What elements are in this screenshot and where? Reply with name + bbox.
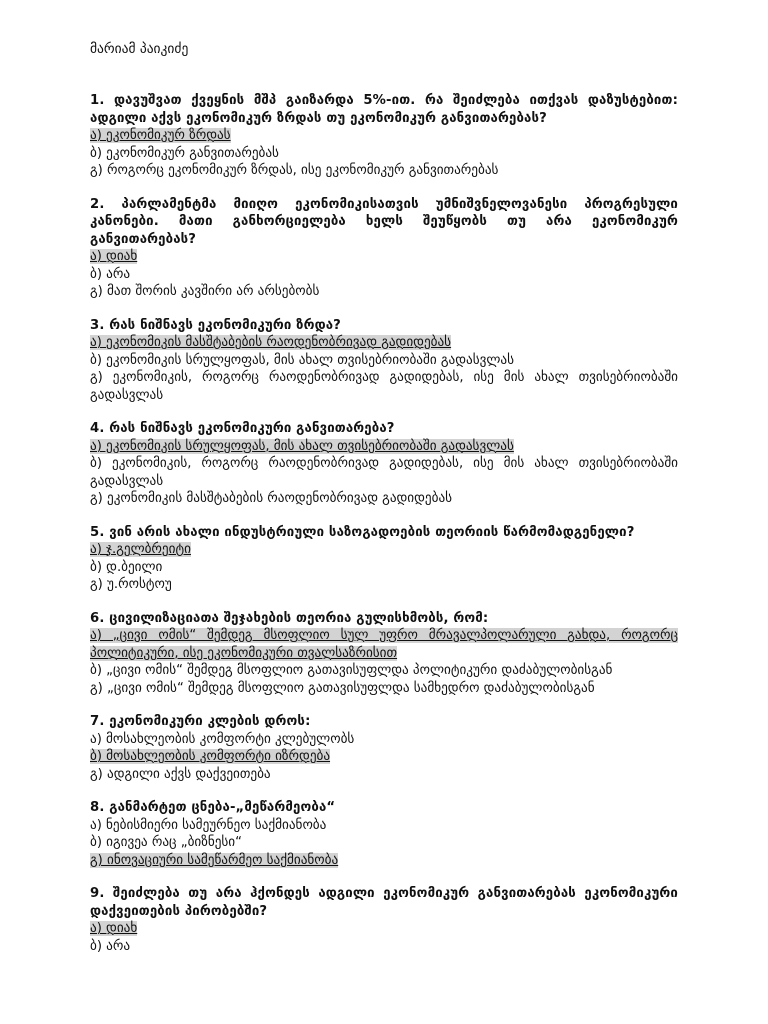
answer-option-label: ა) დიახ bbox=[90, 921, 138, 936]
answer-option-label: გ) „ცივი ომის“ შემდეგ მსოფლიო გათავისუფლდა სამხედრო დაძაბულობისგან bbox=[90, 680, 595, 696]
answer-option-correct bbox=[90, 541, 678, 559]
answer-option bbox=[90, 680, 678, 698]
answer-option bbox=[90, 576, 678, 594]
answer-option bbox=[90, 731, 678, 749]
answer-option-label: ა) მოსახლეობის კომფორტი კლებულობს bbox=[90, 731, 355, 747]
question-text: 9. შეიძლება თუ არა ჰქონდეს ადგილი ეკონომიკურ განვითარებას ეკონომიკური დაქვეითების პირობებში? bbox=[90, 886, 678, 919]
answer-option-label: ბ) ეკონომიკის, როგორც რაოდენობრივად გადიდებას, ისე მის ახალ თვისებრიობაში გადასვლას bbox=[90, 456, 678, 489]
answer-option-correct bbox=[90, 438, 678, 456]
answer-option bbox=[90, 145, 678, 163]
answer-option-label: გ) მათ შორის კავშირი არ არსებობს bbox=[90, 284, 320, 299]
question-1 bbox=[90, 92, 678, 180]
answer-option-correct bbox=[90, 920, 678, 938]
answer-option bbox=[90, 352, 678, 370]
answer-option-label: გ) უ.როსტოუ bbox=[90, 577, 172, 592]
question-text: 4. რას ნიშნავს ეკონომიკური განვითარება? bbox=[90, 421, 395, 436]
answer-option-correct bbox=[90, 127, 678, 145]
answer-option-label: ა) ეკონომიკის სრულყოფას, მის ახალ თვისებრიობაში გადასვლას bbox=[90, 438, 514, 454]
question-9 bbox=[90, 885, 678, 955]
answer-option-label: ბ) „ცივი ომის“ შემდეგ მსოფლიო გათავისუფლდა პოლიტიკური დაძაბულობისგან bbox=[90, 663, 613, 678]
answer-option-label: ა) ეკონომიკურ ზრდას bbox=[90, 128, 231, 143]
answer-option-label: გ) ეკონომიკის, როგორც რაოდენობრივად გადიდებას, ისე მის ახალ თვისებრიობაში გადასვლას bbox=[90, 370, 678, 403]
answer-option-label: ბ) დ.ბეილი bbox=[90, 559, 163, 575]
answer-option-label: ბ) ეკონომიკის სრულყოფას, მის ახალ თვისებრიობაში გადასვლას bbox=[90, 352, 514, 368]
question-text: 2. პარლამენტმა მიიღო ეკონომიკისათვის უმნიშვნელოვანესი პროგრესული კანონები. მათი განხორციელება ხელს შეუწყობს თუ არა ეკონომიკურ განვითარებას? bbox=[90, 196, 678, 247]
answer-option-label: ა) ეკონომიკის მასშტაბების რაოდენობრივად გადიდებას bbox=[90, 335, 452, 350]
question-3 bbox=[90, 317, 678, 405]
question-4 bbox=[90, 420, 678, 508]
question-8 bbox=[90, 799, 678, 869]
question-text: 5. ვინ არის ახალი ინდუსტრიული საზოგადოების თეორიის წარმომადგენელი? bbox=[90, 524, 635, 540]
question-text: 7. ეკონომიკური კლების დროს: bbox=[90, 714, 311, 729]
answer-option-label: ა) „ცივი ომის“ შემდეგ მსოფლიო სულ უფრო მრავალპოლარული გახდა, როგორც პოლიტიკური, ისე ეკონომიკური თვალსაზრისით bbox=[90, 628, 678, 661]
answer-option-correct bbox=[90, 627, 678, 662]
answer-option-label: ბ) არა bbox=[90, 938, 131, 954]
answer-option-label: ბ) არა bbox=[90, 266, 131, 282]
author-name: მარიამ პაიკიძე bbox=[90, 41, 189, 57]
answer-option-label: ბ) იგივეა რაც „ბიზნესი“ bbox=[90, 835, 242, 850]
answer-option bbox=[90, 834, 678, 852]
answer-option-label: ა) ნებისმიერი სამეურნეო საქმიანობა bbox=[90, 817, 327, 833]
answer-option-label: გ) როგორც ეკონომიკურ ზრდას, ისე ეკონომიკურ განვითარებას bbox=[90, 163, 499, 178]
answer-option-label: გ) ინოვაციური სამეწარმეო საქმიანობა bbox=[90, 852, 339, 868]
answer-option bbox=[90, 817, 678, 835]
answer-option bbox=[90, 369, 678, 404]
answer-option-correct bbox=[90, 748, 678, 766]
answer-option-label: ა) დიახ bbox=[90, 249, 138, 264]
question-text: 8. განმარტეთ ცნება-„მეწარმეობა“ bbox=[90, 800, 336, 815]
answer-option-correct bbox=[90, 852, 678, 870]
question-text: 6. ცივილიზაციათა შეჯახების თეორია გულისხმობს, რომ: bbox=[90, 610, 489, 626]
question-text: 3. რას ნიშნავს ეკონომიკური ზრდა? bbox=[90, 317, 341, 333]
answer-option bbox=[90, 266, 678, 284]
question-7 bbox=[90, 713, 678, 783]
answer-option bbox=[90, 938, 678, 956]
answer-option bbox=[90, 559, 678, 577]
answer-option-label: გ) ადგილი აქვს დაქვეითება bbox=[90, 766, 271, 782]
answer-option-label: ბ) ეკონომიკურ განვითარებას bbox=[90, 145, 279, 161]
answer-option-label: გ) ეკონომიკის მასშტაბების რაოდენობრივად გადიდებას bbox=[90, 491, 453, 506]
document-page bbox=[90, 40, 678, 971]
question-list bbox=[90, 92, 678, 955]
question-text: 1. დავუშვათ ქვეყნის მშპ გაიზარდა 5%-ით. რა შეიძლება ითქვას დაზუსტებით: ადგილი აქვს ეკონომიკურ ზრდას თუ ეკონომიკურ განვითარებას? bbox=[90, 93, 678, 126]
answer-option-label: ა) ჯ.გელბრეიტი bbox=[90, 542, 191, 557]
answer-option bbox=[90, 162, 678, 180]
question-5 bbox=[90, 524, 678, 594]
answer-option-correct bbox=[90, 248, 678, 266]
answer-option bbox=[90, 455, 678, 490]
answer-option-correct bbox=[90, 334, 678, 352]
question-2 bbox=[90, 196, 678, 301]
answer-option bbox=[90, 283, 678, 301]
question-6 bbox=[90, 610, 678, 698]
answer-option bbox=[90, 662, 678, 680]
answer-option-label: ბ) მოსახლეობის კომფორტი იზრდება bbox=[90, 749, 331, 764]
answer-option bbox=[90, 490, 678, 508]
answer-option bbox=[90, 766, 678, 784]
